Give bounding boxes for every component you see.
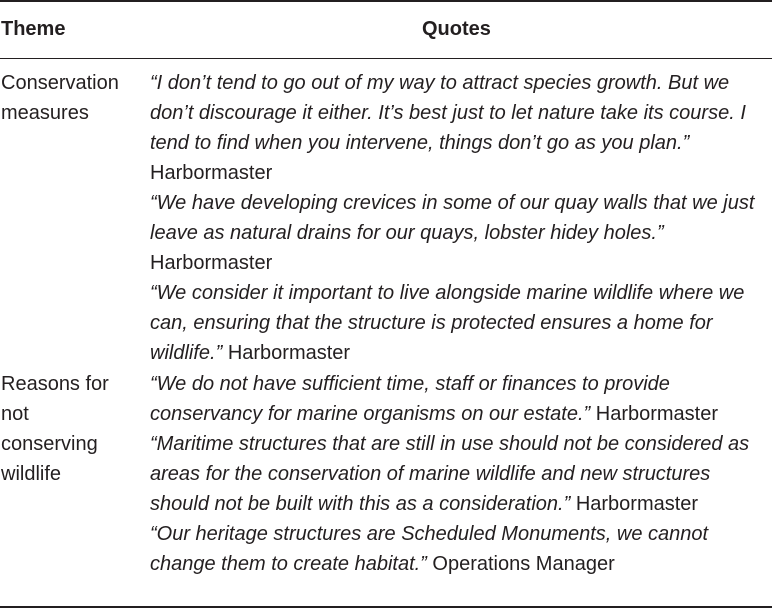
quote-speaker: Harbormaster (227, 342, 351, 364)
header-quotes: Quotes (422, 18, 491, 40)
theme-cell: Reasons for not conserving wildlife (1, 373, 109, 485)
quote-text: “We consider it important to live alongside marine wildlife where we can, ensuring that the structure is protected ensures a home for wildlife.” (150, 282, 745, 364)
quote-speaker: Operations Manager (432, 553, 615, 575)
quote-text: “Our heritage structures are Scheduled Monuments, we cannot change them to create habitat.” (150, 523, 709, 575)
quote-speaker: Harbormaster (575, 493, 699, 515)
quote (150, 278, 772, 368)
quote-text: “We have developing crevices in some of our quay walls that we just leave as natural drains for our quays, lobster hidey holes.” (150, 192, 755, 244)
quote (150, 429, 772, 519)
header-theme: Theme (1, 18, 66, 40)
table-header-rule (0, 58, 772, 59)
quote-text: “Maritime structures that are still in use should not be considered as areas for the conservation of marine wildlife and new structures should not be built with this as a consideration.” (150, 433, 750, 515)
quote-speaker: Harbormaster (150, 162, 273, 184)
table-header (0, 0, 772, 58)
quotes-cell (150, 369, 772, 579)
quote (150, 519, 772, 579)
theme-cell: Conservation measures (1, 72, 119, 124)
quote-text: “We do not have sufficient time, staff or finances to provide conservancy for marine organisms on our estate.” (150, 373, 670, 425)
quote-speaker: Harbormaster (150, 252, 273, 274)
quotes-cell (150, 68, 772, 368)
quote-text: “I don’t tend to go out of my way to attract species growth. But we don’t discourage it either. It’s best just to let nature take its course. I tend to find when you intervene, things don’t go as you plan.” (150, 72, 746, 154)
quote-speaker: Harbormaster (595, 403, 719, 425)
quote (150, 188, 772, 278)
quote (150, 369, 772, 429)
quote (150, 68, 772, 188)
